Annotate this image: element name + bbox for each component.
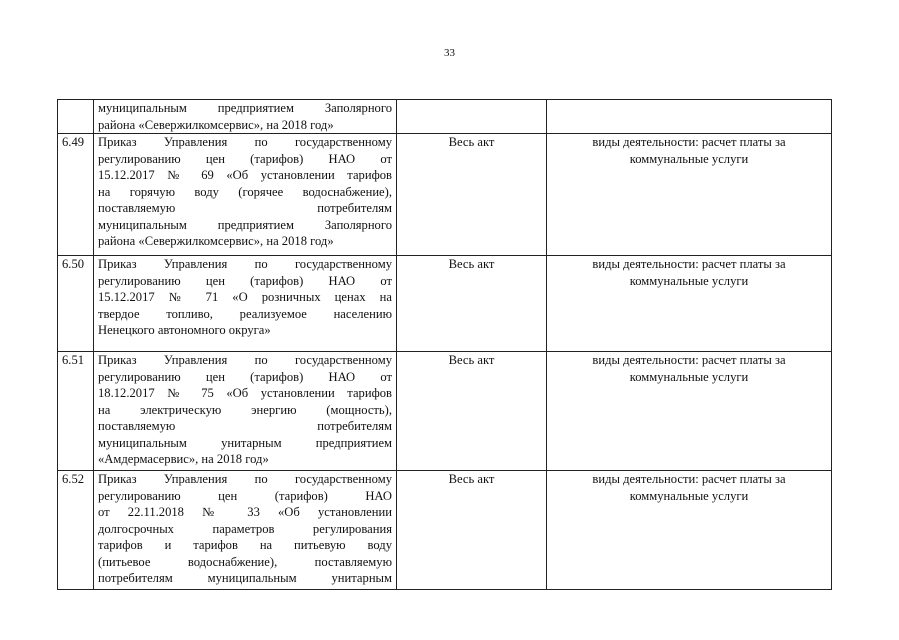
- act-text-line: Приказ Управления по государственному: [98, 353, 392, 367]
- act-description: [94, 256, 397, 352]
- act-text-line: регулированию цен (тарифов) НАО от: [98, 151, 392, 166]
- act-text-line: твердое топливо, реализуемое населению: [98, 306, 392, 321]
- notes-line: виды деятельности: расчет платы за: [592, 135, 786, 149]
- act-text-line: на горячую воду (горячее водоснабжение),: [98, 184, 392, 199]
- act-text-line: 15.12.2017 № 71 «О розничных ценах на: [98, 290, 392, 304]
- act-text-line: района «Севержилкомсервис», на 2018 год»: [98, 117, 334, 132]
- act-notes: [547, 134, 832, 256]
- act-text-line: Приказ Управления по государственному: [98, 257, 392, 271]
- act-notes: [547, 100, 832, 134]
- row-number: 6.52: [58, 471, 94, 590]
- notes-line: коммунальные услуги: [629, 488, 749, 503]
- act-scope: Весь акт: [397, 471, 547, 590]
- act-text-line: поставляемую потребителям: [98, 419, 392, 433]
- act-text-line: потребителям муниципальным унитарным: [98, 571, 392, 585]
- act-text-line: регулированию цен (тарифов) НАО от: [98, 273, 392, 288]
- table-row: [58, 100, 832, 134]
- act-text-line: от 22.11.2018 № 33 «Об установлении: [98, 505, 392, 519]
- notes-line: коммунальные услуги: [629, 151, 749, 166]
- act-text-line: на электрическую энергию (мощность),: [98, 402, 392, 417]
- act-scope: Весь акт: [397, 256, 547, 352]
- act-text-line: долгосрочных параметров регулирования: [98, 521, 392, 536]
- row-number: [58, 100, 94, 134]
- act-text-line: муниципальным предприятием Заполярного: [98, 101, 392, 115]
- act-text-line: района «Севержилкомсервис», на 2018 год»: [98, 234, 334, 248]
- notes-line: виды деятельности: расчет платы за: [592, 472, 786, 486]
- act-text-line: регулированию цен (тарифов) НАО: [98, 488, 392, 503]
- act-text-line: муниципальным унитарным предприятием: [98, 435, 392, 450]
- act-scope: Весь акт: [397, 352, 547, 471]
- act-notes: [547, 352, 832, 471]
- act-description: [94, 471, 397, 590]
- notes-line: виды деятельности: расчет платы за: [592, 257, 786, 271]
- act-description: [94, 134, 397, 256]
- act-notes: [547, 256, 832, 352]
- act-text-line: регулированию цен (тарифов) НАО от: [98, 369, 392, 384]
- table-row: [58, 256, 832, 352]
- act-scope: [397, 100, 547, 134]
- table-row: [58, 352, 832, 471]
- act-text-line: Приказ Управления по государственному: [98, 135, 392, 149]
- notes-line: коммунальные услуги: [629, 273, 749, 288]
- act-text-line: Ненецкого автономного округа»: [98, 323, 271, 337]
- notes-line: коммунальные услуги: [629, 369, 749, 384]
- act-scope: Весь акт: [397, 134, 547, 256]
- page-number: 33: [444, 47, 455, 59]
- row-number: 6.51: [58, 352, 94, 471]
- act-notes: [547, 471, 832, 590]
- act-text-line: 15.12.2017 № 69 «Об установлении тарифов: [98, 168, 392, 182]
- notes-line: виды деятельности: расчет платы за: [592, 353, 786, 367]
- act-text-line: Приказ Управления по государственному: [98, 472, 392, 486]
- document-table: [57, 99, 832, 590]
- act-description: [94, 352, 397, 471]
- table-row: [58, 134, 832, 256]
- act-text-line: 18.12.2017 № 75 «Об установлении тарифов: [98, 386, 392, 400]
- row-number: 6.50: [58, 256, 94, 352]
- act-text-line: поставляемую потребителям: [98, 201, 392, 215]
- table-row: [58, 471, 832, 590]
- act-text-line: «Амдермасервис», на 2018 год»: [98, 452, 269, 466]
- act-text-line: муниципальным предприятием Заполярного: [98, 217, 392, 232]
- act-text-line: тарифов и тарифов на питьевую воду: [98, 538, 392, 552]
- row-number: 6.49: [58, 134, 94, 256]
- act-description: [94, 100, 397, 134]
- act-text-line: (питьевое водоснабжение), поставляемую: [98, 554, 392, 569]
